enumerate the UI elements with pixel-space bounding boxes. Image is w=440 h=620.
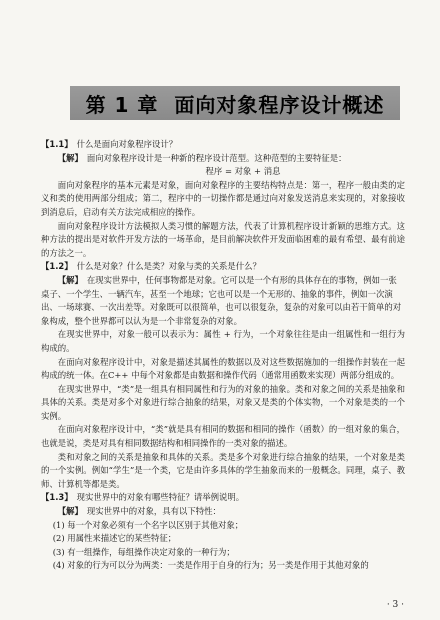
answer-line [41, 505, 405, 519]
paragraph: 在面向对象程序设计中，对象是描述其属性的数据以及对这些数据施加的一组操作封装在一起构成的统一体。在C++ 中每个对象都是由数据和操作代码（通常用函数来实现）两部分组成的。 [41, 356, 405, 381]
list-item: (4) 对象的行为可以分为两类：一类是作用于自身的行为；另一类是作用于其他对象的 [52, 560, 369, 571]
page-body [41, 138, 405, 573]
page-number: · 3 · [386, 600, 404, 610]
question-text: 现实世界中的对象有哪些特征？请举例说明。 [76, 492, 245, 503]
question-tag: 【1.3】 [41, 492, 73, 503]
answer-line [41, 152, 405, 166]
list-item: (2) 用属性来描述它的某些特征； [52, 533, 177, 544]
answer-text: 面向对象程序设计是一种新的程序设计范型。这种范型的主要特征是： [86, 152, 347, 163]
question-line [41, 491, 405, 505]
answer-tag: 【解】 [57, 506, 83, 517]
chapter-name: 面向对象程序设计概述 [174, 92, 385, 117]
question-text: 什么是面向对象程序设计？ [76, 139, 178, 149]
question-line [41, 138, 405, 152]
question-text: 什么是对象？什么是类？对象与类的关系是什么？ [76, 261, 261, 272]
answer-line [41, 274, 405, 328]
question-line [41, 260, 405, 274]
paragraph: 面向对象程序设计方法模拟人类习惯的解题方法，代表了计算机程序设计新颖的思维方式。这种方法的提出是对软件开发方法的一场革命，是目前解决软件开发面临困难的最有希望、最有前途的方法之一。 [41, 220, 405, 258]
list-item: (3) 有一组操作，每组操作决定对象的一种行为； [52, 546, 235, 557]
answer-text: 现实世界中的对象，具有以下特性： [86, 506, 221, 517]
list-item: (1) 每一个对象必须有一个名字以区别于其他对象； [52, 519, 244, 530]
paragraph: 面向对象程序的基本元素是对象，面向对象程序的主要结构特点是：第一，程序一般由类的定义和类的使用两部分组成；第二，程序中的一切操作都是通过向对象发送消息来实现的，对象接收到消息后，启动有关方法完成相应的操作。 [41, 179, 405, 217]
paragraph: 在现实世界中，对象一般可以表示为：属性 + 行为，一个对象往往是由一组属性和一组行为构成的。 [41, 329, 405, 353]
answer-text: 在现实世界中，任何事物都是对象。它可以是一个有形的具体存在的事物，例如一张桌子、一个学生、一辆汽车，甚至一个地球；它也可以是一个无形的、抽象的事件，例如一次演出、一场球赛、一次出差等。对象既可以很简单，也可以很复杂，复杂的对象可以由若干简单的对象构成，整个世界都可以认为是一个非常复杂的对象。 [41, 274, 402, 326]
answer-tag: 【解】 [57, 274, 83, 285]
paragraph: 类和对象之间的关系是抽象和具体的关系。类是多个对象进行综合抽象的结果，一个对象是类的一个实例。例如“学生”是一个类，它是由许多具体的学生抽象而来的一般概念。同理，桌子、教师、计算机等都是类。 [41, 451, 405, 489]
paragraph: 在现实世界中，“类”是一组具有相同属性和行为的对象的抽象。类和对象之间的关系是抽象和具体的关系。类是对多个对象进行综合抽象的结果，对象又是类的个体实物，一个对象是类的一个实例。 [41, 383, 405, 421]
chapter-title [70, 86, 400, 120]
formula-line: 程序 = 对象 + 消息 [205, 166, 281, 177]
chapter-number: 第 1 章 [85, 92, 159, 117]
question-tag: 【1.2】 [41, 261, 73, 272]
question-tag: 【1.1】 [41, 139, 73, 149]
paragraph: 在面向对象程序设计中，“类”就是具有相同的数据和相同的操作（函数）的一组对象的集合，也就是说，类是对具有相同数据结构和相同操作的一类对象的描述。 [41, 424, 405, 449]
answer-tag: 【解】 [57, 152, 83, 163]
